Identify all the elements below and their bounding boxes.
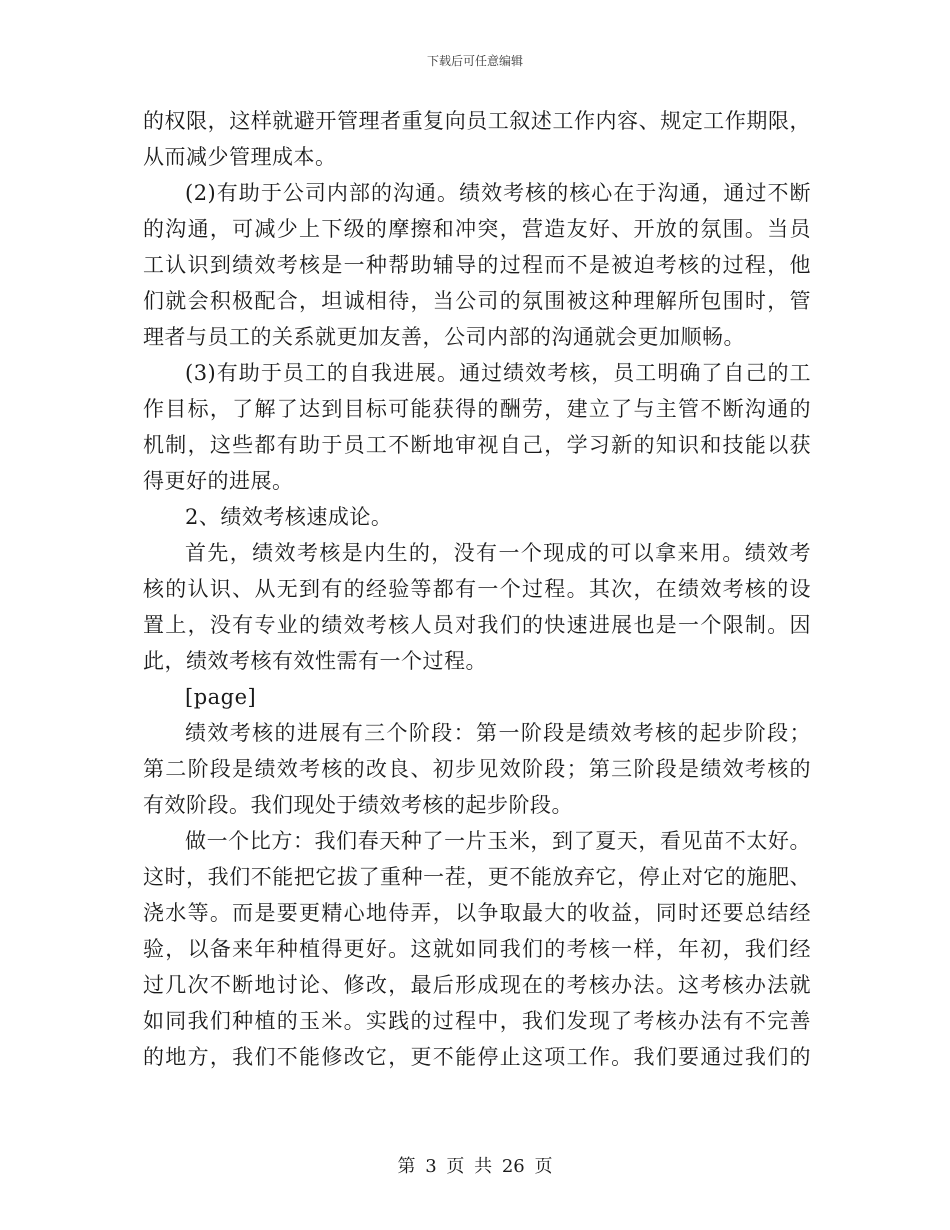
text-line: 浇水等。而是要更精心地侍弄，以争取最大的收益，同时还要总结经	[143, 901, 811, 925]
text-line: 理者与员工的关系就更加友善，公司内部的沟通就会更加顺畅。	[143, 325, 745, 349]
text-line: 得更好的进展。	[143, 469, 294, 493]
text-line: 如同我们种植的玉米。实践的过程中，我们发现了考核办法有不完善	[143, 1009, 811, 1033]
text-line: (3)有助于员工的自我进展。通过绩效考核，员工明确了自己的工	[185, 361, 811, 385]
paragraph	[143, 535, 811, 679]
text-line: 机制，这些都有助于员工不断地审视自己，学习新的知识和技能以获	[143, 433, 811, 457]
text-line: 置上，没有专业的绩效考核人员对我们的快速进展也是一个限制。因	[143, 613, 811, 637]
text-line: 绩效考核的进展有三个阶段：第一阶段是绩效考核的起步阶段；	[185, 721, 811, 745]
document-body	[143, 103, 811, 1075]
text-line: 有效阶段。我们现处于绩效考核的起步阶段。	[143, 793, 573, 817]
page-header: 下载后可任意编辑	[426, 54, 523, 68]
text-line: 工认识到绩效考核是一种帮助辅导的过程而不是被迫考核的过程，他	[143, 253, 811, 277]
text-line: 验，以备来年种植得更好。这就如同我们的考核一样，年初，我们经	[143, 937, 811, 961]
text-line: 过几次不断地讨论、修改，最后形成现在的考核办法。这考核办法就	[143, 973, 811, 997]
paragraph	[143, 103, 811, 175]
text-line: [page]	[185, 685, 257, 709]
text-line: 这时，我们不能把它拔了重种一茬，更不能放弃它，停止对它的施肥、	[143, 865, 811, 889]
text-line: 从而减少管理成本。	[143, 145, 337, 169]
paragraph	[143, 355, 811, 499]
page-marker	[143, 679, 811, 715]
text-line: 核的认识、从无到有的经验等都有一个过程。其次，在绩效考核的设	[143, 577, 811, 601]
text-line: 的沟通，可减少上下级的摩擦和冲突，营造友好、开放的氛围。当员	[143, 217, 811, 241]
paragraph	[143, 823, 811, 1075]
text-line: 的权限，这样就避开管理者重复向员工叙述工作内容、规定工作期限，	[143, 109, 811, 133]
section-heading	[143, 499, 811, 535]
text-line: 首先，绩效考核是内生的，没有一个现成的可以拿来用。绩效考	[185, 541, 811, 565]
text-line: 作目标，了解了达到目标可能获得的酬劳，建立了与主管不断沟通的	[143, 397, 811, 421]
text-line: 第二阶段是绩效考核的改良、初步见效阶段；第三阶段是绩效考核的	[143, 757, 811, 781]
text-line: 2、绩效考核速成论。	[185, 505, 393, 529]
page-number-footer: 第 3 页 共 26 页	[397, 1156, 553, 1177]
text-line: 们就会积极配合，坦诚相待，当公司的氛围被这种理解所包围时，管	[143, 289, 811, 313]
text-line: 做一个比方：我们春天种了一片玉米，到了夏天，看见苗不太好。	[185, 829, 811, 853]
text-line: (2)有助于公司内部的沟通。绩效考核的核心在于沟通，通过不断	[185, 181, 811, 205]
paragraph	[143, 715, 811, 823]
text-line: 的地方，我们不能修改它，更不能停止这项工作。我们要通过我们的	[143, 1045, 811, 1069]
text-line: 此，绩效考核有效性需有一个过程。	[143, 649, 487, 673]
paragraph	[143, 175, 811, 355]
